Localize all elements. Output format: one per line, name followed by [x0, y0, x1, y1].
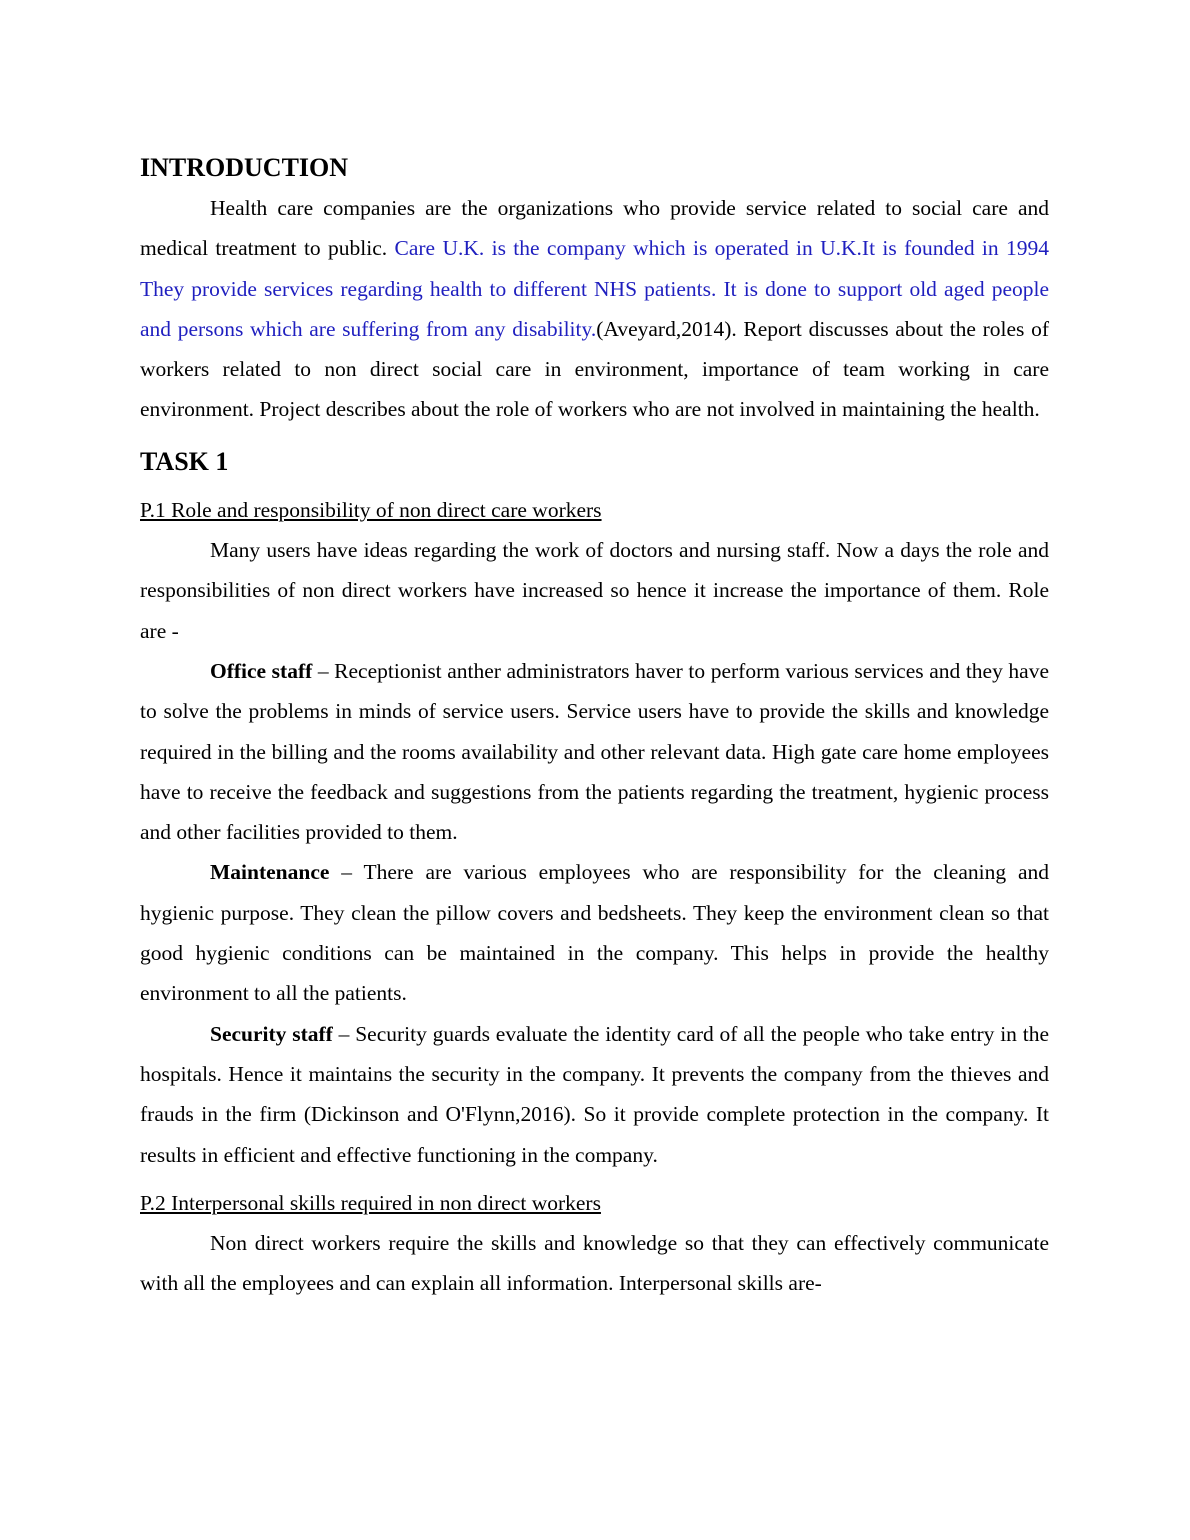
introduction-heading: INTRODUCTION — [140, 153, 349, 182]
role-title: Maintenance — [210, 860, 330, 885]
p1-intro-paragraph: Many users have ideas regarding the work of doctors and nursing staff. Now a days the role and responsibilities of non direct workers have increased so hence it increase the importance of them. Role are - — [140, 538, 1049, 643]
p2-subheading: P.2 Interpersonal skills required in non direct workers — [140, 1190, 601, 1215]
task1-heading: TASK 1 — [140, 446, 229, 476]
role-paragraph-office-staff — [140, 651, 1049, 852]
role-paragraph-security-staff — [140, 1014, 1049, 1175]
introduction-highlighted-text: Care U.K. is the company which is operated in U.K.It is founded in 1994 They provide services regarding health to different NHS patients. It is done to support old aged people and persons which are suffering from any disability. — [140, 236, 1049, 341]
role-text: – There are various employees who are responsibility for the cleaning and hygienic purpose. They clean the pillow covers and bedsheets. They keep the environment clean so that good hygienic conditions can be maintained in the company. This helps in provide the healthy environment to all the patients. — [140, 860, 1049, 1006]
role-title: Security staff — [210, 1021, 333, 1046]
role-text: – Security guards evaluate the identity card of all the people who take entry in the hospitals. Hence it maintains the security in the company. It prevents the company from the thieves and frauds in the firm (Dickinson and O'Flynn,2016). So it provide complete protection in the company. It results in efficient and effective functioning in the company. — [140, 1021, 1049, 1167]
role-title: Office staff — [210, 658, 313, 683]
document-body — [140, 148, 1049, 1304]
role-paragraph-maintenance — [140, 852, 1049, 1013]
role-text: – Receptionist anther administrators haver to perform various services and they have to solve the problems in minds of service users. Service users have to provide the skills and knowledge required in the billing and the rooms availability and other relevant data. High gate care home employees have to receive the feedback and suggestions from the patients regarding the treatment, hygienic process and other facilities provided to them. — [140, 658, 1049, 845]
introduction-text-end: (Aveyard,2014). Report discusses about the roles of workers related to non direct social care in environment, importance of team working in care environment. Project describes about the role of workers who are not involved in maintaining the health. — [140, 316, 1049, 422]
introduction-paragraph — [140, 188, 1049, 430]
p1-subheading: P.1 Role and responsibility of non direct care workers — [140, 497, 602, 522]
p2-intro-paragraph: Non direct workers require the skills and knowledge so that they can effectively communicate with all the employees and can explain all information. Interpersonal skills are- — [140, 1231, 1049, 1296]
introduction-text-start: Health care companies are the organizations who provide service related to social care and medical treatment to public. — [140, 196, 1049, 261]
